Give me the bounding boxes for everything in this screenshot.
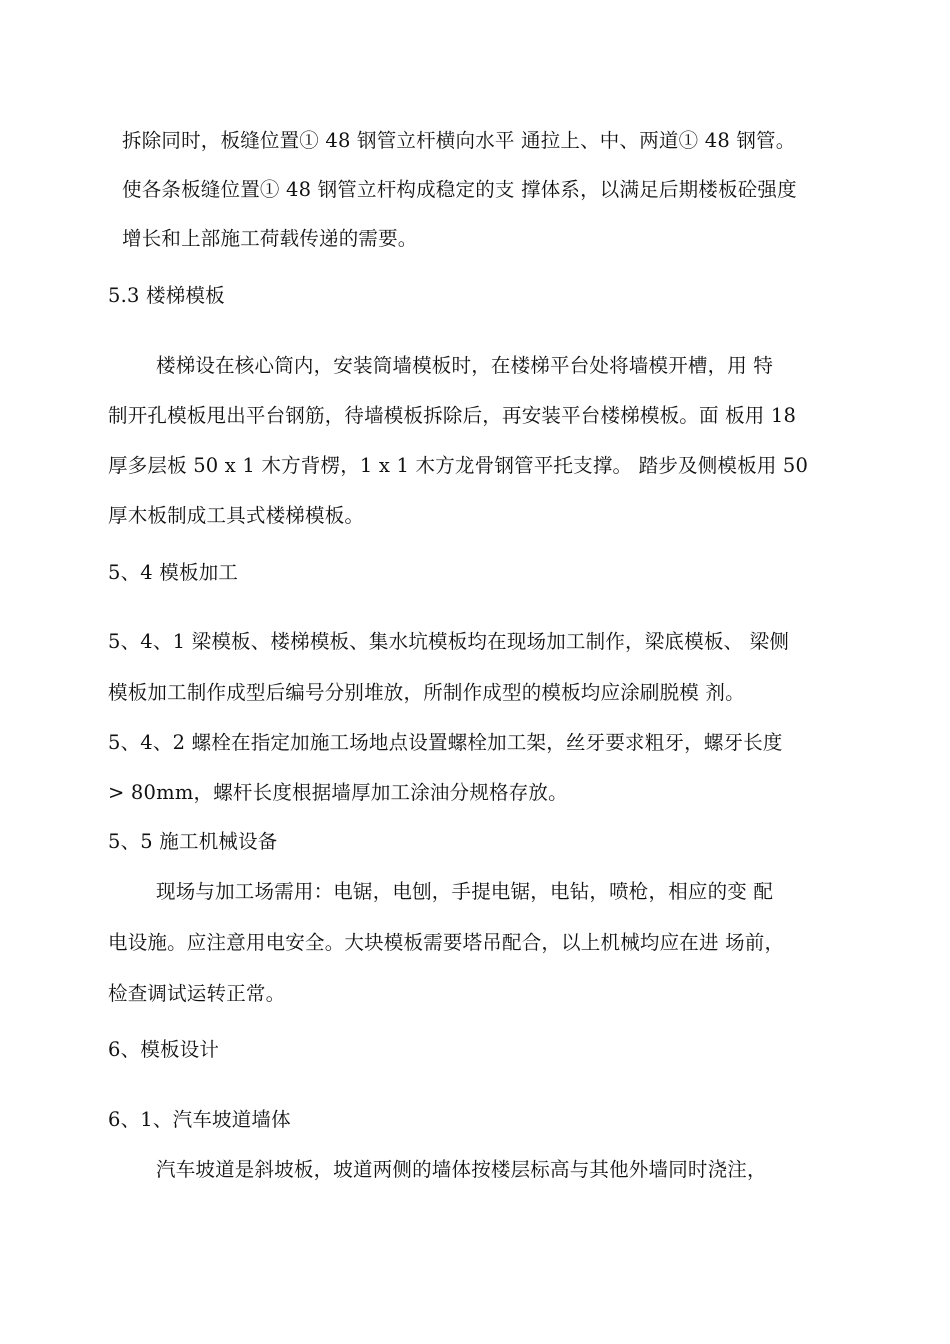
paragraph-line: 5、4、2 螺栓在指定加施工场地点设置螺栓加工架，丝牙要求粗牙，螺牙长度: [108, 731, 783, 754]
section-heading-5-3: 5.3 楼梯模板: [108, 284, 225, 307]
paragraph-line: 增长和上部施工荷载传递的需要。: [122, 227, 418, 250]
paragraph-line: 现场与加工场需用：电锯，电刨，手提电锯，电钻，喷枪，相应的变 配: [156, 880, 774, 903]
paragraph-line: > 80mm，螺杆长度根据墙厚加工涂油分规格存放。: [108, 781, 568, 804]
paragraph-line: 5、4、1 梁模板、楼梯模板、集水坑模板均在现场加工制作，梁底模板、 梁侧: [108, 630, 790, 653]
paragraph-line: 拆除同时，板缝位置① 48 钢管立杆横向水平 通拉上、中、两道① 48 钢管。: [122, 129, 796, 152]
paragraph-line: 汽车坡道是斜坡板，坡道两侧的墙体按楼层标高与其他外墙同时浇注，: [156, 1158, 767, 1181]
paragraph-line: 检查调试运转正常。: [108, 982, 286, 1005]
section-heading-5-4: 5、4 模板加工: [108, 561, 239, 584]
section-heading-5-5: 5、5 施工机械设备: [108, 830, 278, 853]
paragraph-line: 模板加工制作成型后编号分别堆放，所制作成型的模板均应涂刷脱模 剂。: [108, 681, 745, 704]
paragraph-line: 使各条板缝位置① 48 钢管立杆构成稳定的支 撑体系，以满足后期楼板砼强度: [122, 178, 797, 201]
paragraph-line: 电设施。应注意用电安全。大块模板需要塔吊配合，以上机械均应在进 场前，: [108, 931, 785, 954]
paragraph-line: 厚多层板 50 x 1 木方背楞，1 x 1 木方龙骨钢管平托支撑。 踏步及侧模板用 50: [108, 454, 809, 477]
section-heading-6: 6、模板设计: [108, 1038, 220, 1061]
paragraph-line: 制开孔模板甩出平台钢筋，待墙模板拆除后，再安装平台楼梯模板。面 板用 18: [108, 404, 797, 427]
paragraph-line: 楼梯设在核心筒内，安装筒墙模板时，在楼梯平台处将墙模开槽，用 特: [156, 354, 774, 377]
section-heading-6-1: 6、1、汽车坡道墙体: [108, 1108, 291, 1131]
paragraph-line: 厚木板制成工具式楼梯模板。: [108, 504, 365, 527]
